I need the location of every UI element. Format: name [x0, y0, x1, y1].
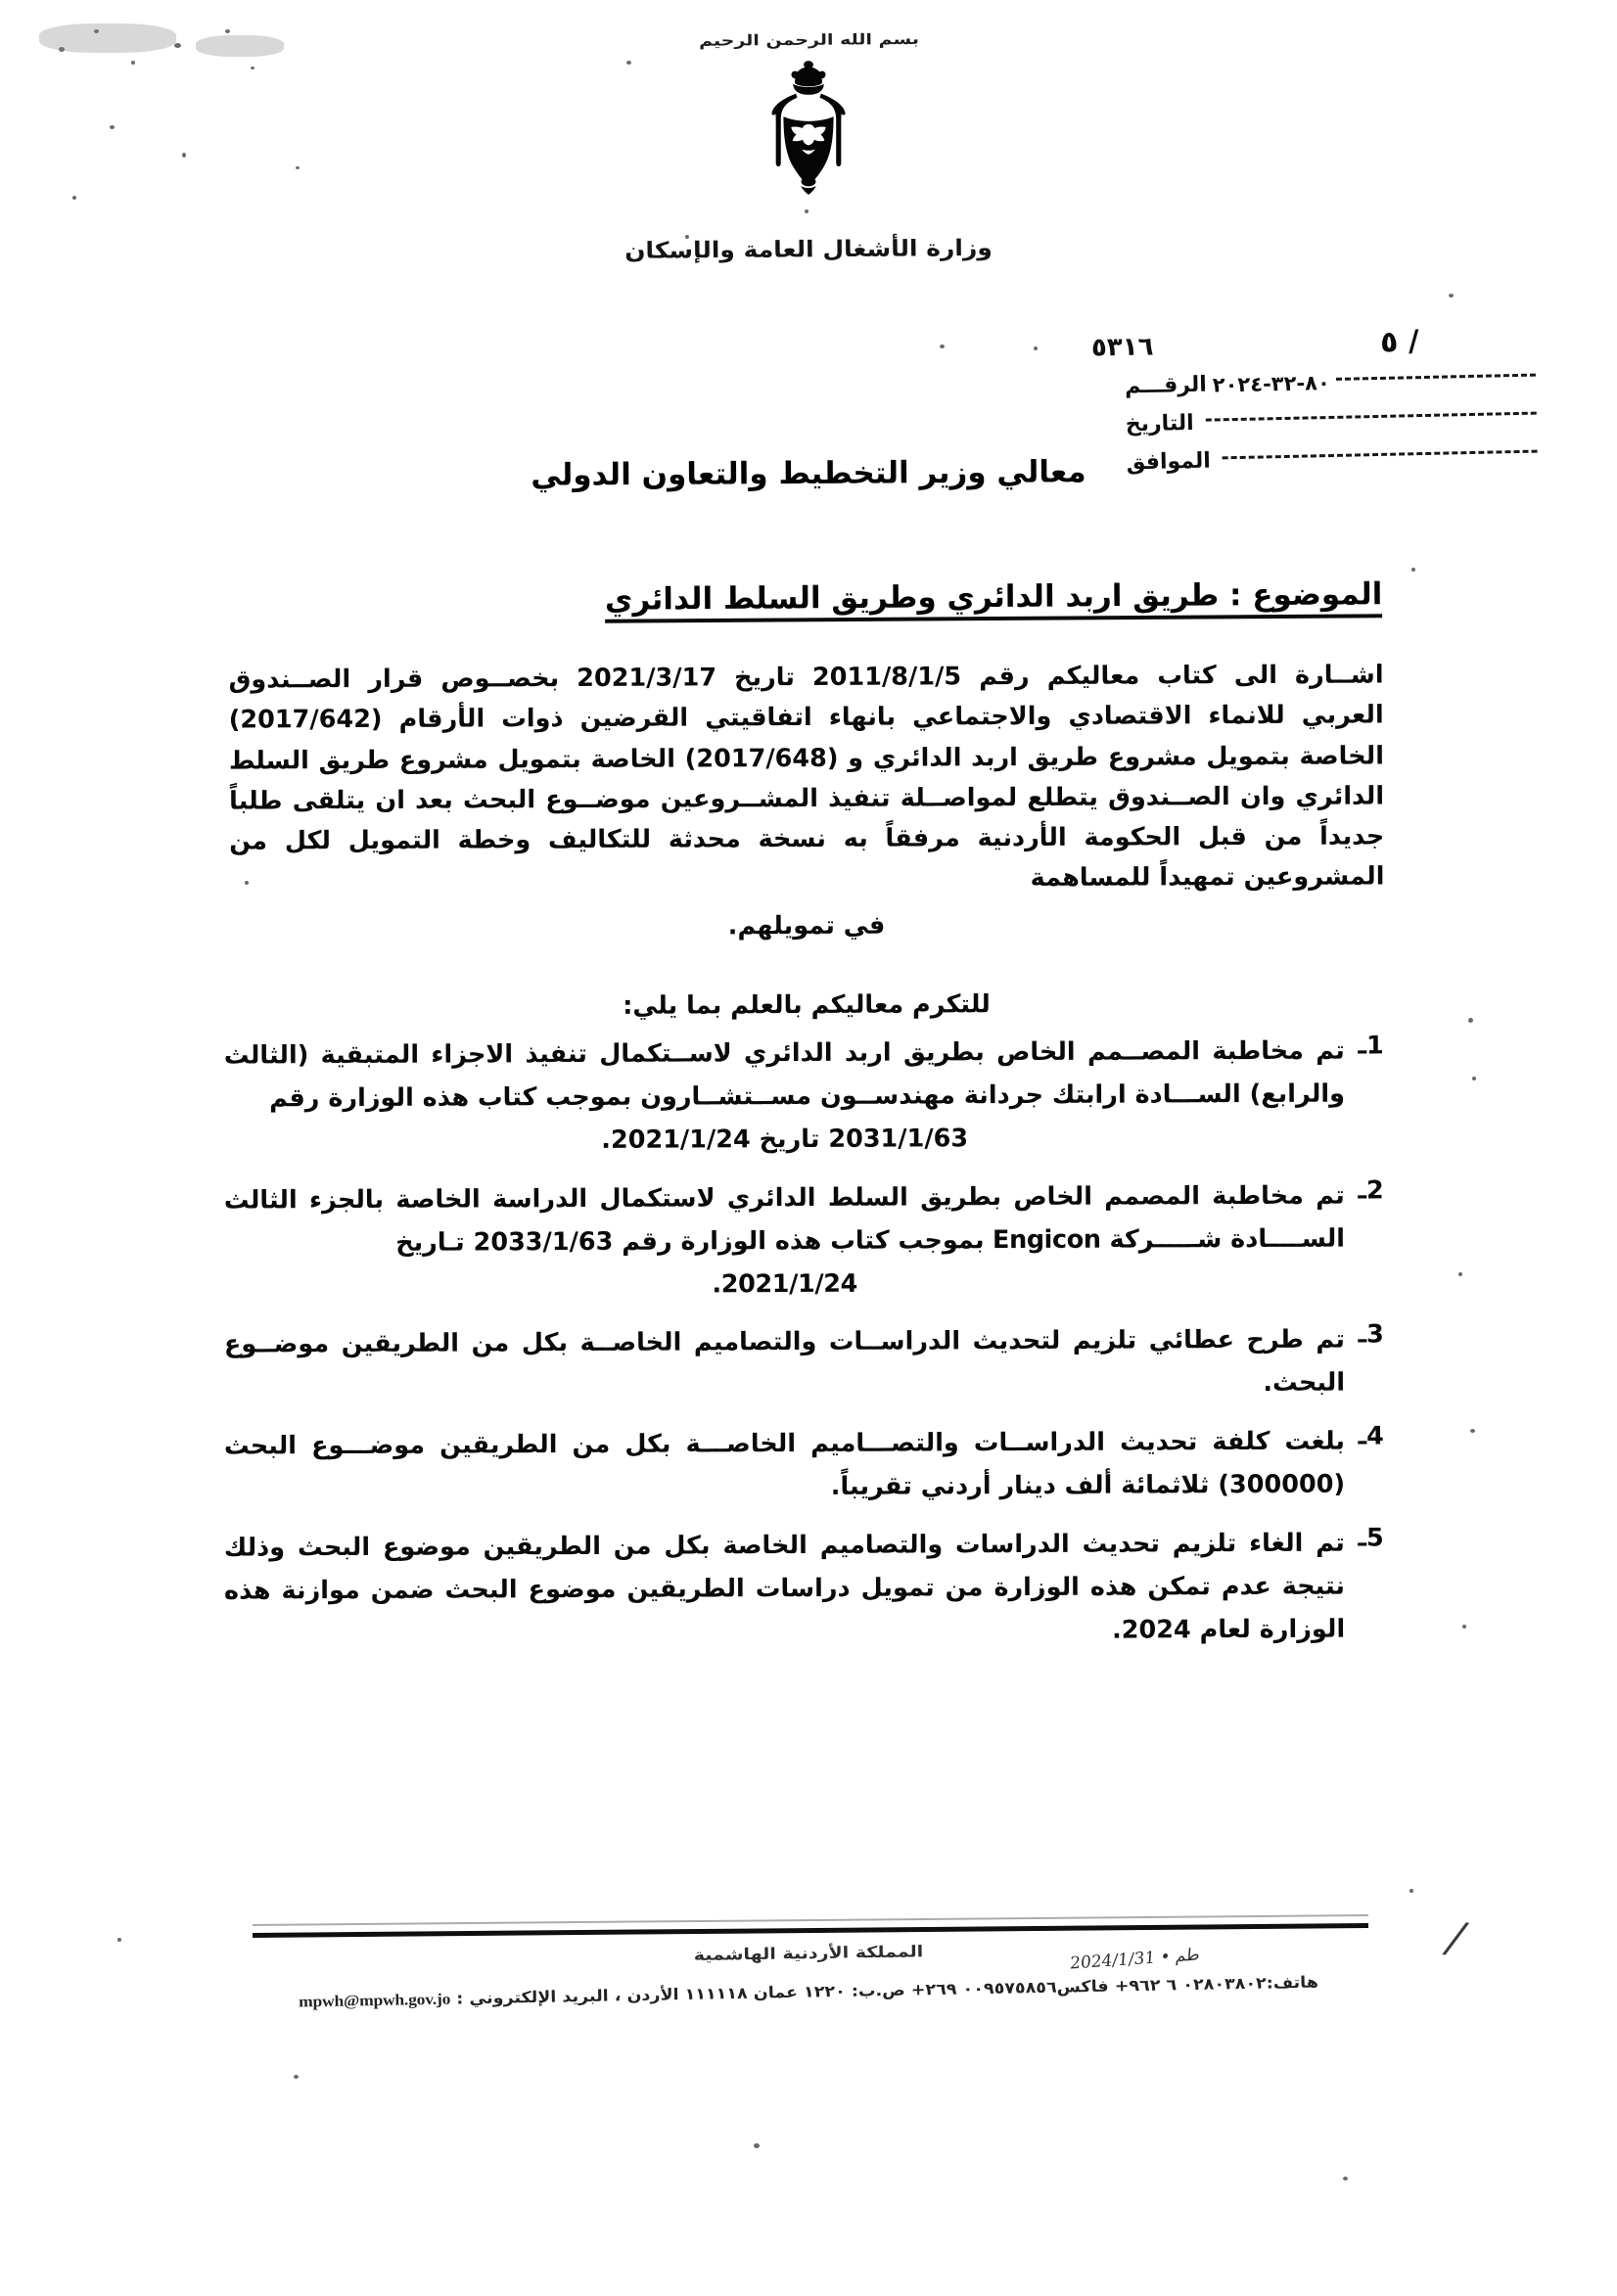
- list-item-number: 4ـ: [1358, 1421, 1384, 1451]
- jordan-coat-of-arms-emblem: [751, 53, 866, 200]
- list-item-body: [224, 1420, 1345, 1511]
- body-paragraph-1: اشــارة الى كتاب معاليكم رقم 2011/8/1/5 تاريخ 2021/3/17 بخصــوص قرار الصــندوق العربي للانماء الاقتصادي والاجتماعي بانهاء اتفاقيتي القرضين ذوات الأرقام (2017/642) الخاصة بتمويل مشروع طريق اربد الدائري و (2017/648) الخاصة بتمويل مشروع طريق السلط الدائري وان الصــندوق يتطلع لمواصــلة تنفيذ المشــروعين موضــوع البحث بعد ان يتلقى طلباً جديداً من قبل الحكومة الأردنية مرفقاً به نسخة محدثة للتكاليف وخطة التمويل لكل من المشروعين تمهيداً للمساهمة: [228, 660, 1385, 894]
- list-item: [224, 1174, 1385, 1309]
- list-item-body: [224, 1522, 1346, 1656]
- kingdom-name: المملكة الأردنية الهاشمية: [693, 1942, 924, 1965]
- handwritten-date-note: طم • 2024/1/31: [1069, 1945, 1201, 1974]
- list-item-number: 2ـ: [1358, 1174, 1384, 1206]
- scan-speckle: [1449, 294, 1454, 298]
- basmala-text: بسم الله الرحمن الرحيم: [698, 30, 919, 50]
- scan-speckle: [1409, 1889, 1413, 1893]
- scan-speckle: [940, 344, 945, 348]
- list-item-text: بلغت كلفة تحديث الدراســات والتصـــاميم الخاصـــة بكل من الطريقين موضـــوع البحث (300000) ثلاثمائة ألف دينار أردني تقريباً.: [223, 1426, 1346, 1501]
- addressee-line: معالي وزير التخطيط والتعاون الدولي: [531, 454, 1086, 493]
- reference-corresponding-label: الموافق: [1126, 448, 1212, 476]
- list-item-number: 3ـ: [1358, 1319, 1384, 1350]
- contact-email-label: البريد الإلكتروني :: [456, 1987, 609, 2009]
- list-item-text: تم الغاء تلزيم تحديث الدراسات والتصاميم الخاصة بكل من الطريقين موضوع البحث وذلك نتيجة عدم تمكن هذه الوزارة من تمويل دراسات الطريقين موضوع البحث ضمن موازنة هذه الوزارة لعام 2024.: [223, 1528, 1346, 1644]
- list-item-number: 5ـ: [1358, 1523, 1384, 1553]
- scan-speckle: [1472, 1077, 1476, 1080]
- scan-speckle: [117, 1938, 121, 1942]
- contact-fax-value: ٠٠٩٥٧٥٨٥٦ ٢٦٩+: [910, 1978, 1057, 2000]
- scan-speckle: [1411, 568, 1415, 572]
- list-item-body: [224, 1031, 1346, 1165]
- list-item-text: تم مخاطبة المصــمم الخاص بطريق اربد الدائري لاســتكمال تنفيذ الاجزاء المتبقية (الثالث والرابع) الســـادة ارابتك جردانة مهندســون مســتشــارون بموجب كتاب هذه الوزارة رقم: [223, 1035, 1346, 1114]
- footer-divider: [253, 1923, 1368, 1938]
- page-mark: / ٥: [1379, 324, 1420, 360]
- list-item-text: تم طرح عطائي تلزيم لتحديث الدراســات والتصاميم الخاصــة بكل من الطريقين موضــوع البحث.: [223, 1324, 1346, 1398]
- list-item: [224, 1522, 1385, 1656]
- list-item: [224, 1030, 1385, 1164]
- reference-number-label: الرقـــم: [1124, 372, 1208, 399]
- body-paragraph-1-tail: في تمويلهم.: [727, 910, 886, 941]
- scan-speckle: [1462, 1625, 1466, 1629]
- contact-phone-label: هاتف:: [1266, 1973, 1319, 1994]
- scan-speckle: [1470, 1429, 1475, 1433]
- footer-contact-line: [0, 1967, 1617, 2017]
- contact-fax-label: فاكس: [1056, 1977, 1109, 1998]
- scan-speckle: [1468, 1018, 1473, 1023]
- reference-number-row: [1125, 366, 1536, 399]
- scan-speckle: [1034, 346, 1038, 350]
- list-intro-line: للتكرم معاليكم بالعلم بما يلي:: [623, 989, 991, 1021]
- list-item-tail: 2021/1/24.: [712, 1268, 858, 1299]
- scan-speckle: [1343, 2177, 1348, 2181]
- contact-phone-value: ٠٢٨٠٣٨٠٢ ٦ ٩٦٢+: [1114, 1974, 1267, 1997]
- reference-number-value: ٨٠-٣٢-٢٠٢٤: [1212, 370, 1330, 397]
- reference-date-label: التاريخ: [1125, 410, 1194, 437]
- list-item-tail: 2031/1/63 تاريخ 2021/1/24.: [601, 1123, 969, 1155]
- scan-speckle: [754, 2143, 760, 2148]
- serial-number: ٥٣١٦: [1090, 332, 1154, 363]
- letter-body: [229, 658, 1384, 952]
- dotted-fill: [1206, 410, 1537, 421]
- numbered-list: [224, 1033, 1384, 1669]
- list-item-body: [224, 1319, 1345, 1410]
- scan-speckle: [294, 2075, 299, 2079]
- reference-date-row: [1126, 404, 1537, 437]
- document-header: [0, 29, 1617, 200]
- list-item-text: تم مخاطبة المصمم الخاص بطريق السلط الدائري لاستكمال الدراسة الخاصة بالجزء الثالث الســــادة شـــــركة Engicon بموجب كتاب هذه الوزارة رقم 2033/1/63 تـاريخ: [223, 1180, 1346, 1258]
- list-item: [224, 1319, 1384, 1410]
- list-item-number: 1ـ: [1358, 1031, 1384, 1061]
- handwritten-initial-mark: /: [1439, 1913, 1473, 1963]
- dotted-fill: [1336, 372, 1536, 380]
- list-item: [224, 1420, 1384, 1511]
- scan-speckle: [805, 209, 808, 213]
- list-item-body: [224, 1174, 1346, 1309]
- subject-label: الموضوع :: [1228, 576, 1383, 614]
- scan-speckle: [1458, 1272, 1462, 1276]
- contact-pobox: ص.ب: ١٢٢٠ عمان ١١١١١٨ الأردن ،: [614, 1981, 905, 2005]
- subject-line: [605, 576, 1383, 623]
- subject-text: طريق اربد الدائري وطريق السلط الدائري: [604, 577, 1220, 618]
- contact-email-value: mpwh@mpwh.gov.jo: [298, 1989, 451, 2011]
- ministry-name: وزارة الأشغال العامة والإسكان: [624, 234, 993, 264]
